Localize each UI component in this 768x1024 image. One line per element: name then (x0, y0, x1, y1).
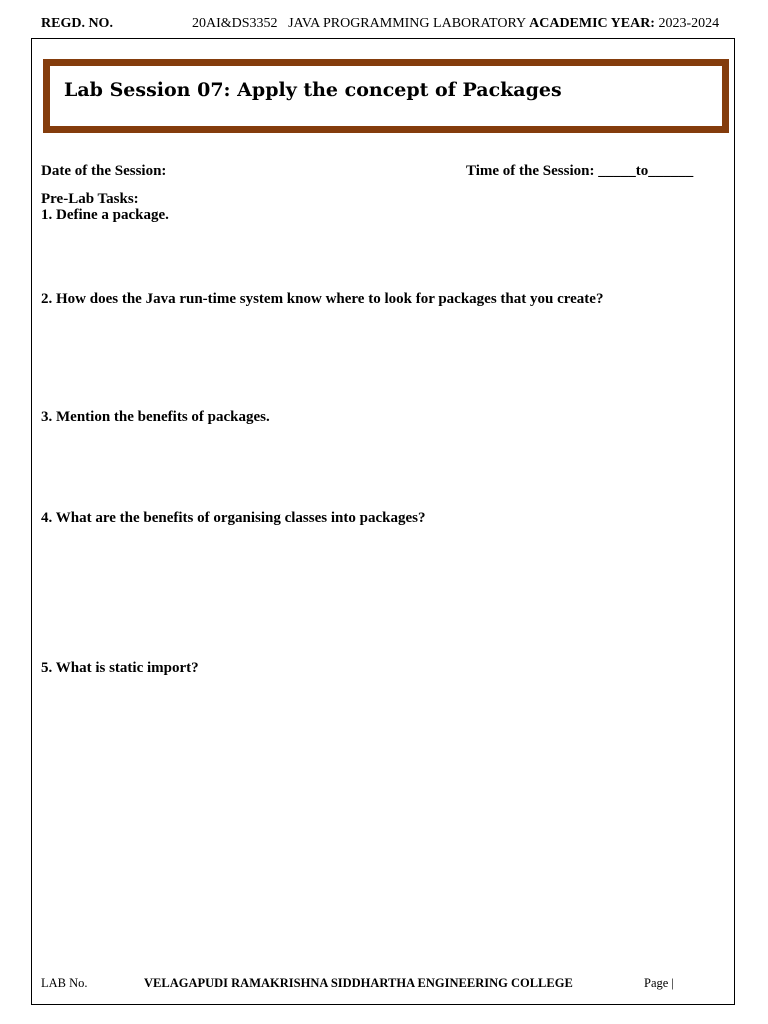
academic-year-label: ACADEMIC YEAR: (529, 16, 655, 31)
question-5: 5. What is static import? (41, 660, 199, 676)
worksheet-page (31, 38, 735, 1005)
prelab-heading: Pre-Lab Tasks: (41, 191, 139, 207)
footer-lab-no: LAB No. (41, 976, 88, 990)
question-3: 3. Mention the benefits of packages. (41, 409, 270, 425)
regd-no-label: REGD. NO. (41, 16, 113, 31)
course-code: 20AI&DS3352 (192, 16, 278, 31)
course-header (192, 16, 719, 32)
question-2: 2. How does the Java run-time system know where to look for packages that you create? (41, 291, 604, 307)
footer-college-name: VELAGAPUDI RAMAKRISHNA SIDDHARTHA ENGINEERING COLLEGE (144, 976, 573, 990)
course-name: JAVA PROGRAMMING LABORATORY (288, 16, 526, 31)
question-1: 1. Define a package. (41, 207, 169, 223)
question-4: 4. What are the benefits of organising classes into packages? (41, 510, 426, 526)
lab-session-title: Lab Session 07: Apply the concept of Packages (64, 79, 562, 101)
session-date-label: Date of the Session: (41, 163, 167, 179)
title-box (43, 59, 729, 133)
academic-year-value: 2023-2024 (658, 16, 720, 31)
session-time-label: Time of the Session: _____to______ (466, 163, 694, 179)
footer-page-number: Page | (644, 976, 674, 990)
